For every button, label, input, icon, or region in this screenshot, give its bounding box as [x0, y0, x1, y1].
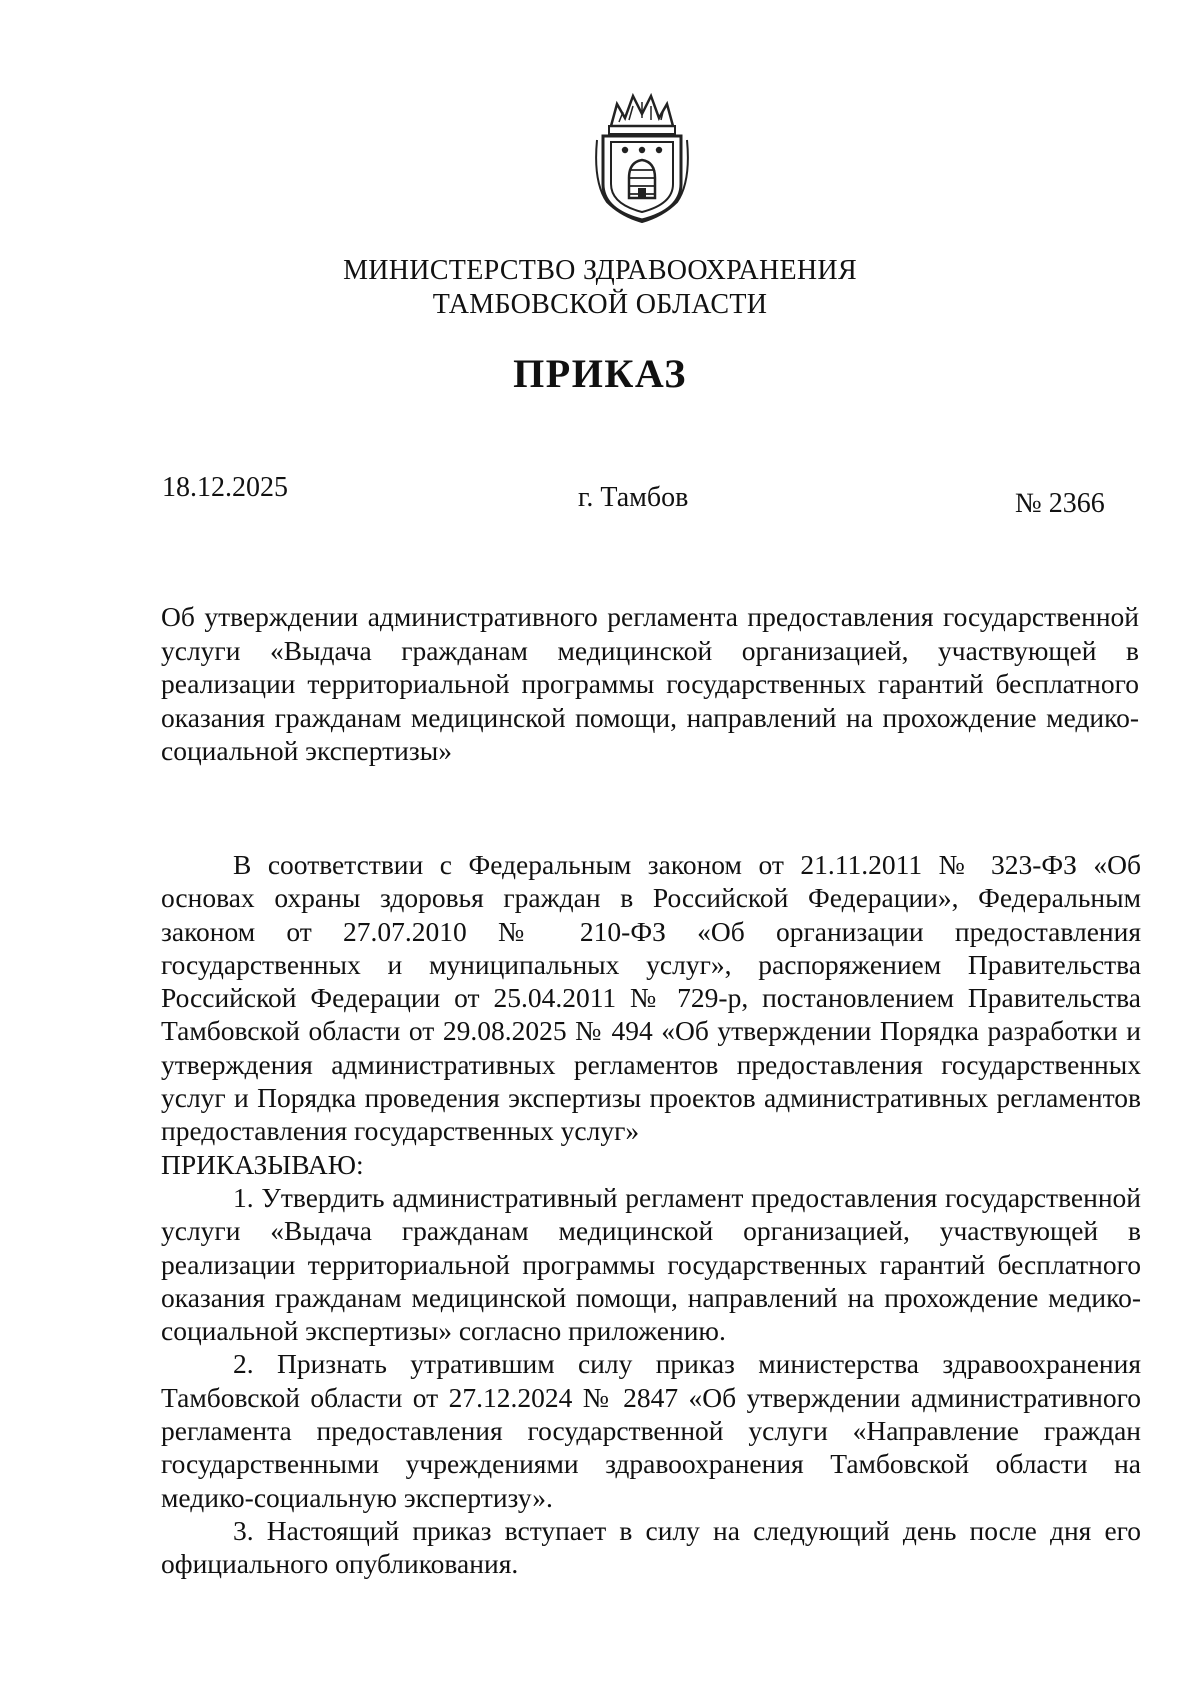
ministry-line-1: МИНИСТЕРСТВО ЗДРАВООХРАНЕНИЯ — [343, 255, 857, 286]
order-subject: Об утверждении административного регламента предоставления государственной услуги «Выдача гражданам медицинской организацией, участвующей в реализации территориальной программы государственных гарантий бесплатного оказания гражданам медицинской помощи, направлений на прохождение медико-социальной экспертизы» — [161, 601, 1139, 766]
order-item-1: 1. Утвердить административный регламент предоставления государственной услуги «Выдача гражданам медицинской организацией, участвующей в реализации территориальной программы государственных гарантий бесплатного оказания гражданам медицинской помощи, направлений на прохождение медико-социальной экспертизы» согласно приложению. — [161, 1181, 1141, 1347]
order-item-3: 3. Настоящий приказ вступает в силу на следующий день после дня его официального опубликования. — [161, 1514, 1141, 1580]
document-title: ПРИКАЗ — [513, 351, 687, 396]
ministry-line-2: ТАМБОВСКОЙ ОБЛАСТИ — [432, 289, 768, 320]
order-item-2: 2. Признать утратившим силу приказ министерства здравоохранения Тамбовской области от 27.12.2024 № 2847 «Об утверждении административного регламента предоставления государственной услуги «Направление граждан государственными учреждениями здравоохранения Тамбовской области на медико-социальную экспертизу». — [161, 1348, 1141, 1513]
ministry-name — [0, 254, 1200, 322]
order-city: г. Тамбов — [578, 482, 689, 513]
order-body — [161, 848, 1141, 1581]
preamble-paragraph: В соответствии с Федеральным законом от 21.11.2011 № 323-ФЗ «Об основах охраны здоровья граждан в Российской Федерации», Федеральным законом от 27.07.2010 № 210-ФЗ «Об организации предоставления государственных и муниципальных услуг», распоряжением Правительства Российской Федерации от 25.04.2011 № 729-р, постановлением Правительства Тамбовской области от 29.08.2025 № 494 «Об утверждении Порядка разработки и утверждения административных регламентов предоставления государственных услуг и Порядка проведения экспертизы проектов административных регламентов предоставления государственных услуг» — [161, 849, 1141, 1147]
tambov-coat-of-arms-icon — [589, 92, 695, 224]
order-word: ПРИКАЗЫВАЮ: — [161, 1148, 364, 1180]
order-date: 18.12.2025 — [162, 472, 288, 503]
order-number: № 2366 — [1015, 488, 1105, 519]
